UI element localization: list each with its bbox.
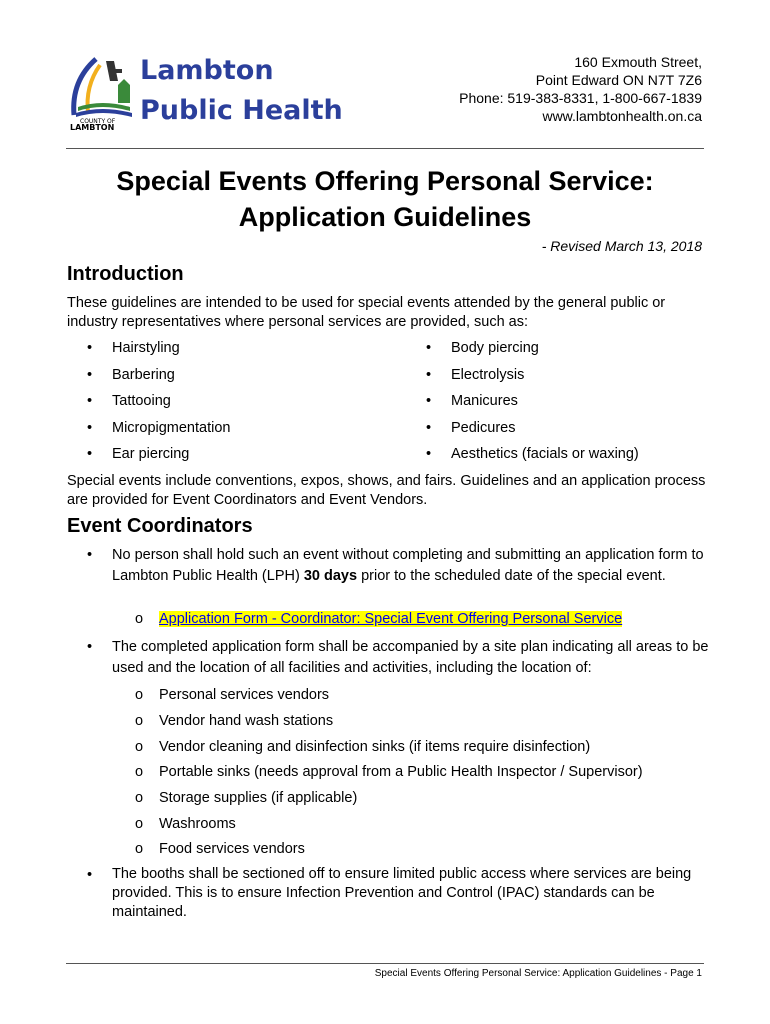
introduction-closing: Special events include conventions, expos, shows, and fairs. Guidelines and an application process are provided for Event Coordinators and Event Vendors. — [67, 473, 706, 508]
service-item: • Barbering — [87, 367, 175, 383]
title-line2: Application Guidelines — [238, 202, 532, 232]
city-line: Point Edward ON N7T 7Z6 — [535, 72, 702, 88]
document-title — [60, 163, 710, 235]
site-plan-item: o Washrooms — [135, 816, 236, 832]
footer-divider — [66, 963, 704, 964]
site-plan-item: o Food services vendors — [135, 841, 305, 857]
logo-title-line1: Lambton — [140, 55, 274, 86]
site-plan-item: o Portable sinks (needs approval from a Public Health Inspector / Supervisor) — [135, 764, 643, 780]
site-plan-item: o Storage supplies (if applicable) — [135, 790, 358, 806]
website-line[interactable]: www.lambtonhealth.on.ca — [542, 108, 702, 124]
service-item: • Pedicures — [426, 420, 516, 436]
header-divider — [66, 148, 704, 149]
site-plan-item: o Personal services vendors — [135, 687, 330, 703]
svg-text:LAMBTON: LAMBTON — [70, 123, 115, 131]
event-coordinators-heading: Event Coordinators — [67, 515, 253, 537]
lambton-public-health-logo — [66, 55, 366, 135]
document-page: COUNTY OF LAMBTON Lambton Public Health 160 Exmouth Street, Point Edward ON N7T 7Z6 Phone: 519-383-8331, 1-800-667-1839 www.lambtonhealth.on.ca Special Events Offering Personal Service: Application Guidelines - Revised March 13, 2018 Introduction These guidelines are intended to be used for special events attended by the general public or industry representatives where personal services are provided, such as: • Hairstyling • Barbering • Tattooing • Micropigmentation • Ear piercing • Body piercing • Electrolysis • Manicures • Pedicures • Aesthetics (facials or waxing) Special events include conventions, expos, shows, and fairs. Guidelines and an application process are provided for Event Coordinators and Event Vendors. Event Coordinators • No person shall hold such an event without completing and submitting an application form to Lambton Public Health (LPH) 30 days prior to the scheduled date of the special event. o Application Form - Coordinator: Special Event Offering Personal Service The completed application form shall be accompanied by a site plan indicating all areas to be used and the location of all facilities and activities, including the location of: • o Personal services vendors o Vendor hand wash stations o Vendor cleaning and disinfection sinks (if items require disinfection) o Portable sinks (needs approval from a Public Health Inspector / Supervisor) o Storage supplies (if applicable) o Washrooms o Food services vendors The booths shall be sectioned off to ensure limited public access where services are being provided. This is to ensure Infection Prevention and Control (IPAC) standards can be maintained. • Special Events Offering Personal Service: Application Guidelines - Page 1 — [0, 0, 770, 1024]
deadline-emphasis: 30 days — [303, 568, 358, 584]
title-line1: Special Events Offering Personal Service: — [116, 166, 654, 196]
application-form-link-item: o Application Form - Coordinator: Special Event Offering Personal Service — [135, 611, 623, 627]
introduction-paragraph: These guidelines are intended to be used for special events attended by the general public or industry representatives where personal services are provided, such as: — [67, 295, 666, 330]
svg-text:COUNTY OF: COUNTY OF — [80, 118, 116, 125]
service-item: • Aesthetics (facials or waxing) — [426, 446, 639, 462]
service-item: • Micropigmentation — [87, 420, 231, 436]
county-seal-icon — [66, 55, 138, 131]
introduction-heading: Introduction — [67, 263, 184, 285]
site-plan-item: o Vendor cleaning and disinfection sinks (if items require disinfection) — [135, 739, 591, 755]
contact-address — [459, 53, 702, 125]
service-item: • Electrolysis — [426, 367, 525, 383]
service-item: • Body piercing — [426, 340, 539, 356]
coordinator-requirement-2: The completed application form shall be accompanied by a site plan indicating all areas to be used and the location of all facilities and activities, including the location of: — [112, 639, 709, 676]
page-footer: Special Events Offering Personal Service: Application Guidelines - Page 1 — [374, 968, 702, 979]
service-item: • Tattooing — [87, 393, 171, 409]
service-item: • Manicures — [426, 393, 518, 409]
coordinator-requirement-1: • No person shall hold such an event without completing and submitting an application form to Lambton Public Health (LPH) 30 days prior to the scheduled date of the special event. — [87, 547, 704, 584]
application-form-link[interactable]: Application Form - Coordinator: Special Event Offering Personal Service — [159, 611, 623, 627]
service-item: • Ear piercing — [87, 446, 190, 462]
phone-line: Phone: 519-383-8331, 1-800-667-1839 — [459, 90, 702, 106]
service-item: • Hairstyling — [87, 340, 180, 356]
street-line: 160 Exmouth Street, — [574, 54, 702, 70]
site-plan-item: o Vendor hand wash stations — [135, 713, 334, 729]
logo-title-line2: Public Health — [140, 95, 343, 126]
revision-date: - Revised March 13, 2018 — [541, 238, 702, 254]
coordinator-requirement-3: The booths shall be sectioned off to ensure limited public access where services are being provided. This is to ensure Infection Prevention and Control (IPAC) standards can be maintained. — [112, 866, 692, 920]
